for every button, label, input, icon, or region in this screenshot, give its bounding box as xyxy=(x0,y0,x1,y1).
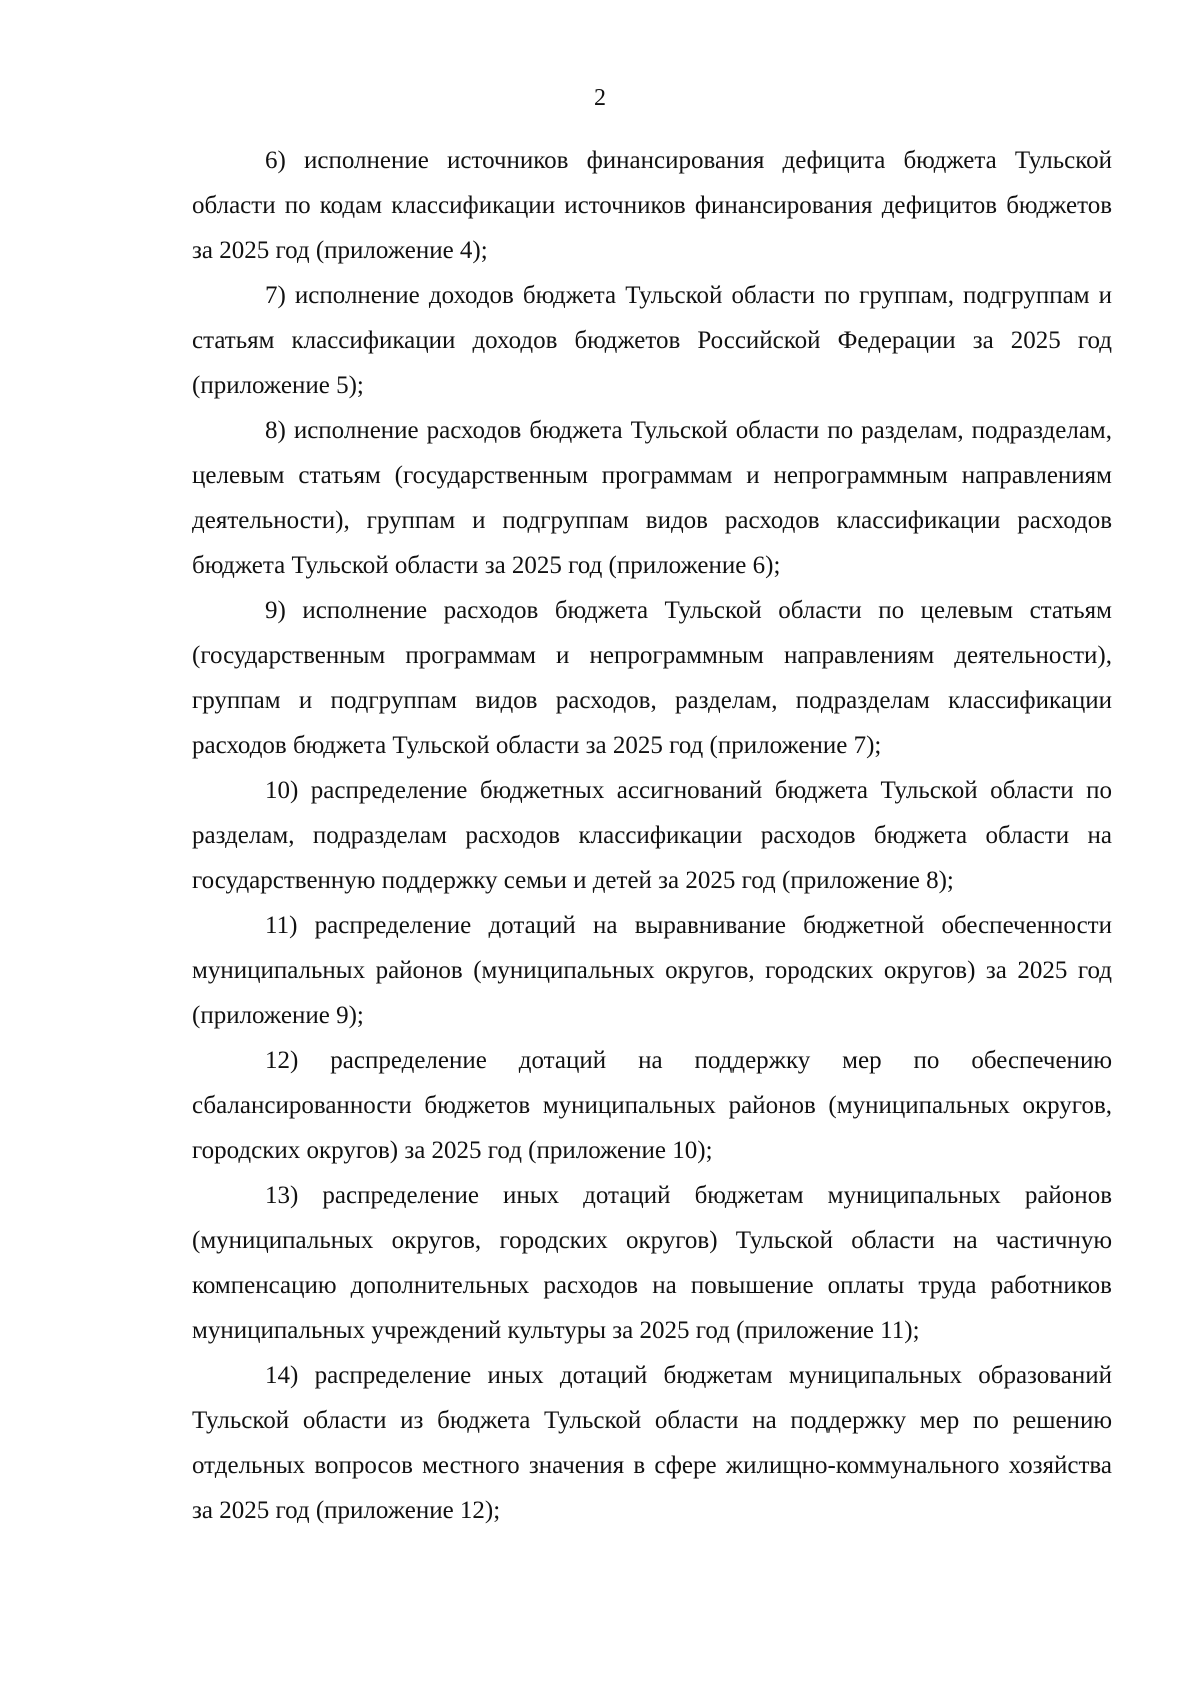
list-item-8: 8) исполнение расходов бюджета Тульской области по разделам, подразделам, целевым статьям (государственным программам и непрограммным направлениям деятельности), группам и подгруппам видов расходов классификации расходов бюджета Тульской области за 2025 год (приложение 6); xyxy=(192,417,1112,579)
document-body xyxy=(192,138,1112,1533)
list-item-9: 9) исполнение расходов бюджета Тульской области по целевым статьям (государственным программам и непрограммным направлениям деятельности), группам и подгруппам видов расходов, разделам, подразделам классификации расходов бюджета Тульской области за 2025 год (приложение 7); xyxy=(192,597,1112,759)
list-item-6: 6) исполнение источников финансирования дефицита бюджета Тульской области по кодам классификации источников финансирования дефицитов бюджетов за 2025 год (приложение 4); xyxy=(192,147,1112,264)
list-item-7: 7) исполнение доходов бюджета Тульской области по группам, подгруппам и статьям классификации доходов бюджетов Российской Федерации за 2025 год (приложение 5); xyxy=(192,282,1112,399)
list-item-10: 10) распределение бюджетных ассигнований бюджета Тульской области по разделам, подразделам расходов классификации расходов бюджета области на государственную поддержку семьи и детей за 2025 год (приложение 8); xyxy=(192,777,1112,894)
page-number: 2 xyxy=(594,85,606,111)
list-item-14: 14) распределение иных дотаций бюджетам муниципальных образований Тульской области из бюджета Тульской области на поддержку мер по решению отдельных вопросов местного значения в сфере жилищно-коммунального хозяйства за 2025 год (приложение 12); xyxy=(192,1362,1112,1524)
list-item-13: 13) распределение иных дотаций бюджетам муниципальных районов (муниципальных округов, городских округов) Тульской области на частичную компенсацию дополнительных расходов на повышение оплаты труда работников муниципальных учреждений культуры за 2025 год (приложение 11); xyxy=(192,1182,1112,1344)
list-item-12: 12) распределение дотаций на поддержку мер по обеспечению сбалансированности бюджетов муниципальных районов (муниципальных округов, городских округов) за 2025 год (приложение 10); xyxy=(192,1047,1112,1164)
list-item-11: 11) распределение дотаций на выравнивание бюджетной обеспеченности муниципальных районов (муниципальных округов, городских округов) за 2025 год (приложение 9); xyxy=(192,912,1112,1029)
